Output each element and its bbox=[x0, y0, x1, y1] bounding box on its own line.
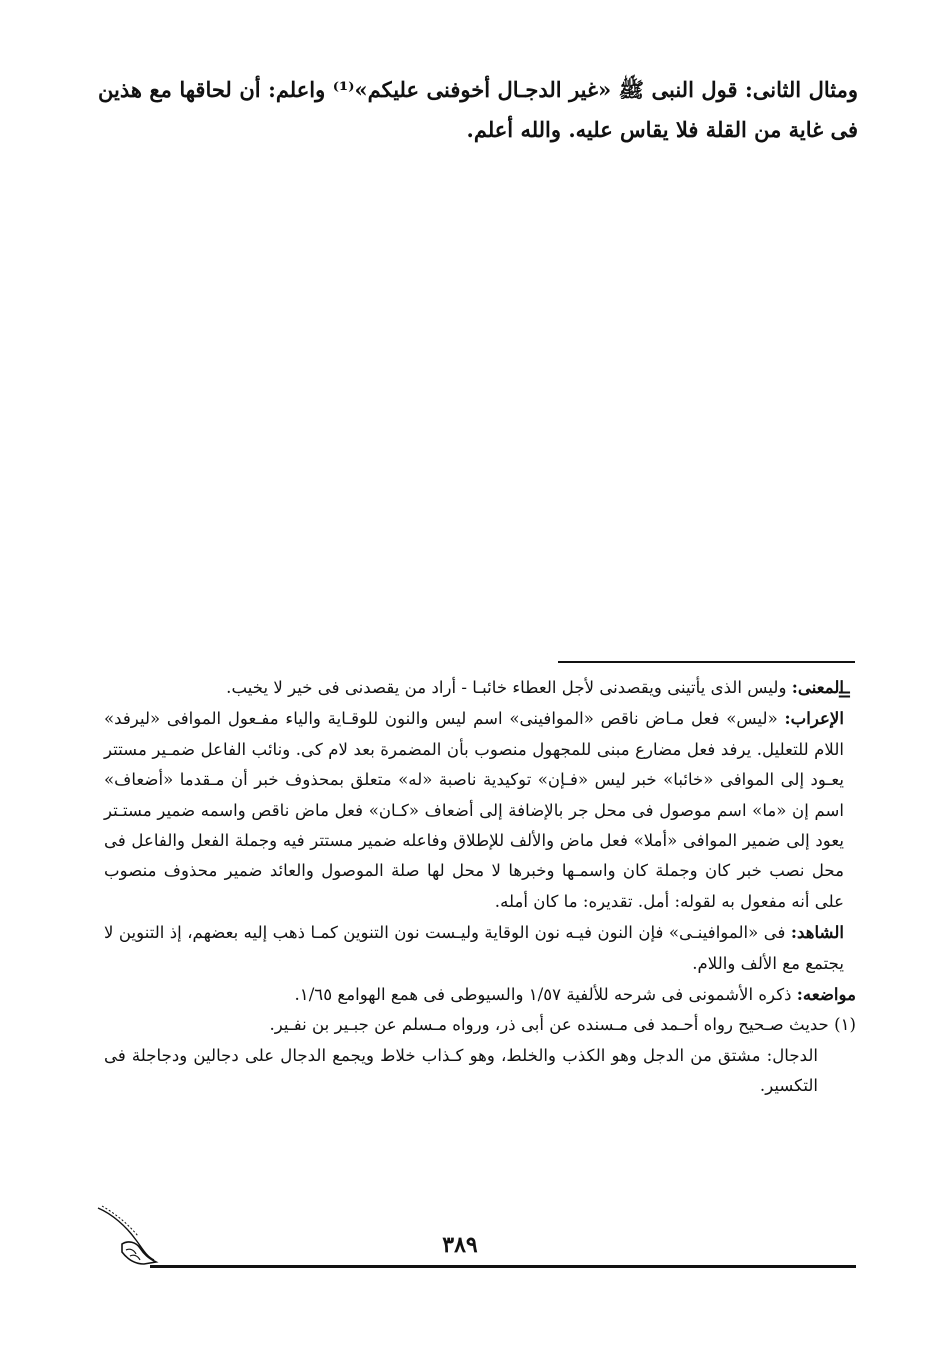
footnote-meaning bbox=[104, 672, 856, 703]
main-paragraph: ومثال الثانى: قول النبى ﷺ «غير الدجـال أخوفنى عليكم»⁽¹⁾ واعلم: أن لحاقها مع هذين فى غاية من القلة فلا يقاس عليه. والله أعلم. bbox=[98, 77, 858, 142]
dajjal-label: الدجال: bbox=[766, 1045, 818, 1065]
note1-text: حديث صـحيح رواه أحـمد فى مـسنده عن أبى ذر، ورواه مـسلم عن جبـير بن نفـير. bbox=[269, 1015, 829, 1035]
mawadi-text: ذكره الأشمونى فى شرحه للألفية ١/٥٧ والسيوطى فى همع الهوامع ١/٦٥. bbox=[294, 985, 792, 1005]
footnote-irab bbox=[104, 703, 856, 917]
meaning-label: المعنى: bbox=[791, 677, 844, 697]
bottom-rule bbox=[150, 1265, 856, 1268]
quill-hand-ornament-icon bbox=[92, 1200, 162, 1270]
page-number: ٣٨٩ bbox=[442, 1232, 478, 1258]
footnote-separator bbox=[558, 661, 855, 663]
shahid-label: الشاهد: bbox=[790, 922, 845, 943]
footnote-dajjal bbox=[104, 1041, 856, 1102]
footnote-shahid bbox=[104, 917, 856, 979]
footnote-mawadi bbox=[104, 979, 856, 1010]
mawadi-label: مواضعه: bbox=[796, 984, 856, 1005]
continuation-mark: = bbox=[836, 684, 852, 705]
note1-marker: (١) bbox=[834, 1015, 856, 1035]
dajjal-text: مشتق من الدجل وهو الكذب والخلط، وهو كـذاب خلاط ويجمع الدجال على دجالين ودجاجلة فى التكسير. bbox=[104, 1045, 818, 1096]
main-text-block bbox=[98, 70, 858, 150]
irab-text: «ليس» فعل مـاض ناقص «الموافينى» اسم ليس والنون للوقـاية والياء مفـعول الموافى «ليرفد» اللام للتعليل. يرفد فعل مضارع مبنى للمجهول منصوب بأن المضمرة بعد لام كى. ونائب الفاعل ضمـير مستتر يعـود إلى الموافى «خائبا» خبر ليس «فـإن» توكيدية ناصبة «له» متعلق بمحذوف خبر أن مـقدما «أضعاف» اسم إن «ما» اسم موصول فى محل جر بالإضافة إلى أضعاف «كـان» فعل ماض ناقص واسمه ضمير مستـتر يعود إلى ضمير الموافى «أملا» فعل ماض والألف للإطلاق وفاعله ضمير مستتر فيه وجملة الفعل والفاعل فى محل نصب خبر كان وجملة كان واسمـها وخبرها لا محل لها صلة الموصول والعائد ضمير محذوف منصوب على أنه مفعول به لقوله: أمل. تقديره: ما كان أمله. bbox=[104, 709, 844, 911]
shahid-text: فى «الموافينـى» فإن النون فيـه نون الوقاية وليـست نون التنوين كمـا ذهب إليه بعضهم، إذ التنوين لا يجتمع مع الألف واللام. bbox=[104, 923, 844, 973]
irab-label: الإعراب: bbox=[784, 708, 844, 729]
footnote-note-1 bbox=[104, 1010, 856, 1040]
footnotes-block bbox=[104, 672, 856, 1102]
meaning-text: وليس الذى يأتينى ويقصدنى لأجل العطاء خائبـا - أراد من يقصدنى فى خير لا يخيب. bbox=[226, 678, 787, 697]
